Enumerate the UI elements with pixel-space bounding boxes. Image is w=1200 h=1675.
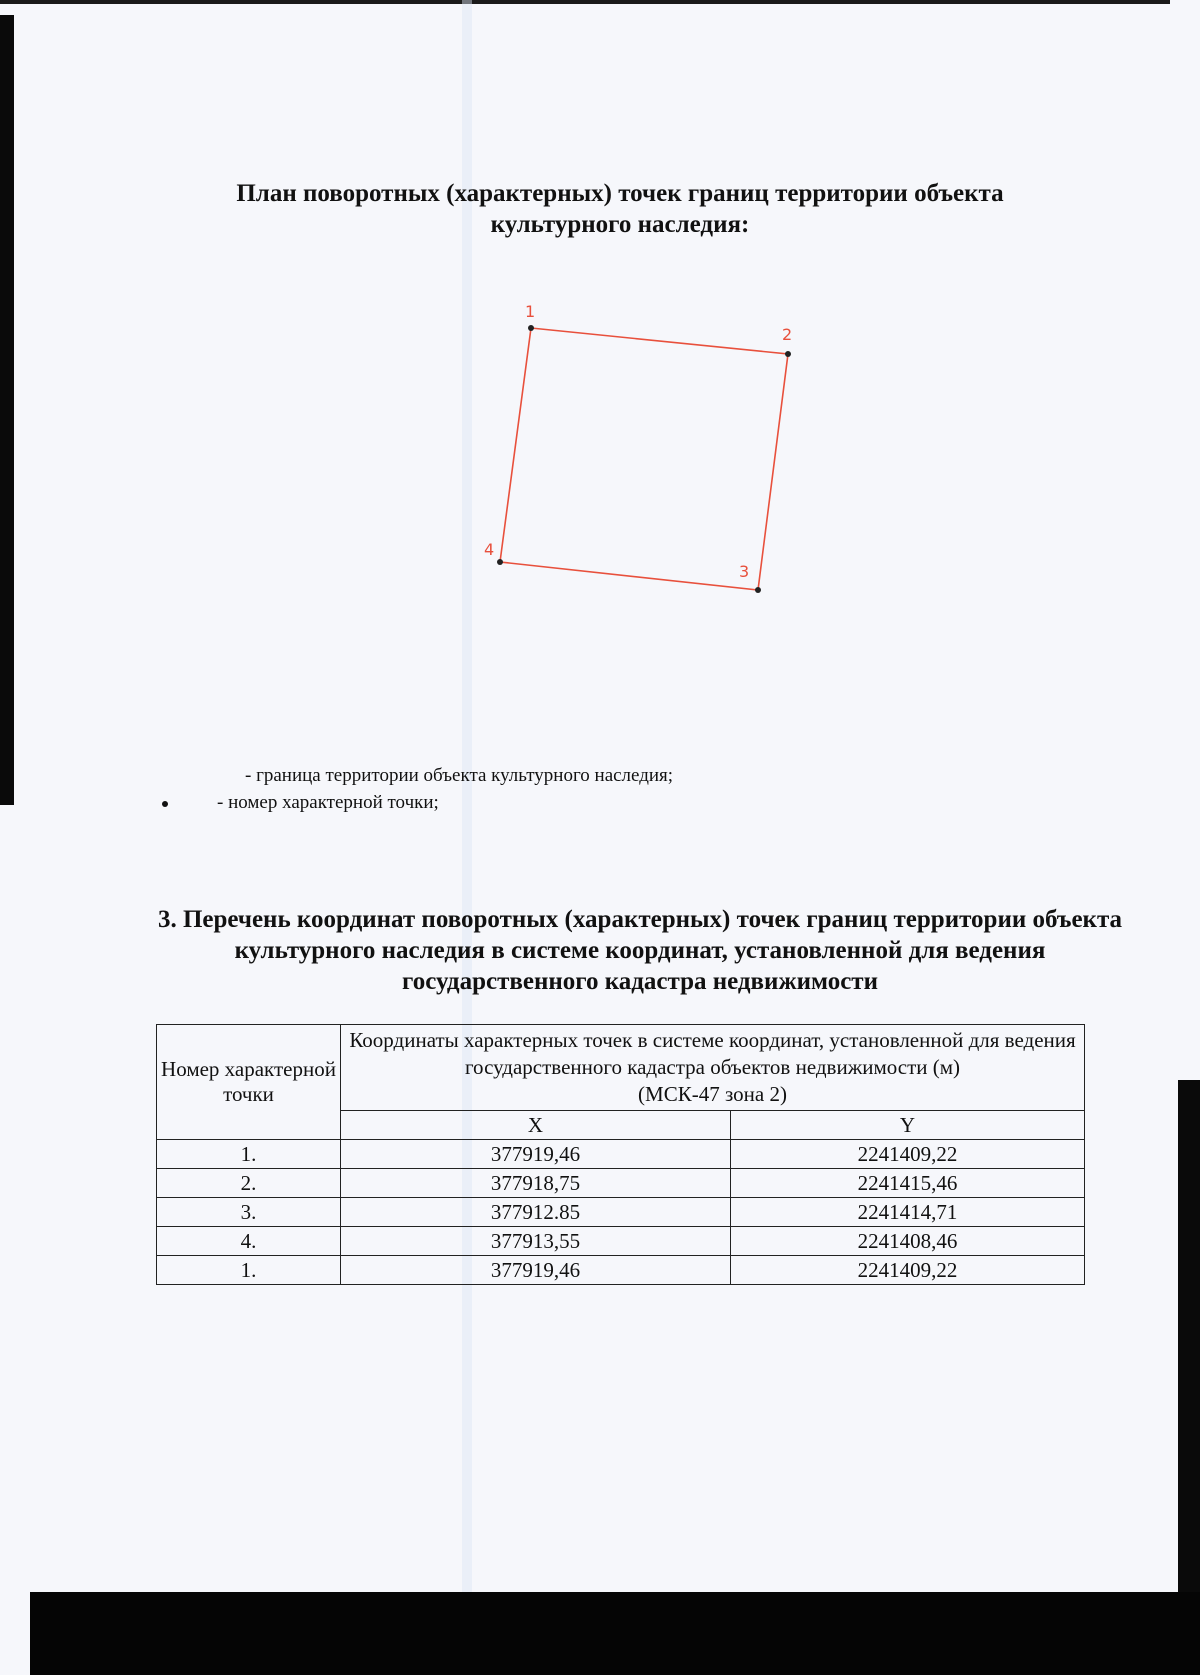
section-title: 3. Перечень координат поворотных (характерных) точек границ территории объекта культурного наследия в системе координат, установленной для ведения государственного кадастра недвижимости bbox=[157, 906, 1123, 995]
point-dot-icon bbox=[162, 801, 168, 807]
cell-point-number: 1. bbox=[157, 1140, 341, 1169]
cell-point-number: 3. bbox=[157, 1198, 341, 1227]
point-marker-2 bbox=[785, 351, 791, 357]
cell-x: 377918,75 bbox=[341, 1169, 731, 1198]
scan-border-right bbox=[1178, 1080, 1200, 1640]
point-label-2: 2 bbox=[782, 325, 793, 344]
scan-border-bottom bbox=[30, 1592, 1200, 1675]
cell-point-number: 4. bbox=[157, 1227, 341, 1256]
cell-y: 2241414,71 bbox=[731, 1198, 1085, 1227]
point-label-4: 4 bbox=[484, 540, 495, 559]
point-label-1: 1 bbox=[525, 302, 536, 321]
legend-boundary-text: - граница территории объекта культурного наследия; bbox=[245, 765, 674, 786]
legend-point-text: - номер характерной точки; bbox=[217, 792, 439, 813]
cell-point-number: 1. bbox=[157, 1256, 341, 1285]
cell-x: 377913,55 bbox=[341, 1227, 731, 1256]
boundary-plan bbox=[440, 290, 820, 620]
cell-y: 2241409,22 bbox=[731, 1140, 1085, 1169]
table-row bbox=[157, 1227, 1085, 1256]
table-row bbox=[157, 1198, 1085, 1227]
header-coordinates-zone: (МСК-47 зона 2) bbox=[638, 1082, 787, 1106]
table-row bbox=[157, 1140, 1085, 1169]
cell-x: 377919,46 bbox=[341, 1140, 731, 1169]
header-x: X bbox=[341, 1111, 731, 1140]
cell-x: 377912.85 bbox=[341, 1198, 731, 1227]
point-marker-4 bbox=[497, 559, 503, 565]
point-marker-3 bbox=[755, 587, 761, 593]
header-coordinates bbox=[341, 1025, 1085, 1111]
header-coordinates-text: Координаты характерных точек в системе координат, установленной для ведения государственного кадастра объектов недвижимости (м) bbox=[349, 1028, 1076, 1079]
boundary-polygon bbox=[500, 328, 788, 590]
cell-y: 2241408,46 bbox=[731, 1227, 1085, 1256]
cell-y: 2241409,22 bbox=[731, 1256, 1085, 1285]
scan-border-top bbox=[0, 0, 1170, 4]
table-row bbox=[157, 1256, 1085, 1285]
cell-point-number: 2. bbox=[157, 1169, 341, 1198]
plan-title: План поворотных (характерных) точек границ территории объекта культурного наследия: bbox=[236, 180, 1004, 238]
header-point-number: Номер характерной точки bbox=[157, 1025, 341, 1140]
header-y: Y bbox=[731, 1111, 1085, 1140]
point-label-3: 3 bbox=[739, 562, 750, 581]
table-row bbox=[157, 1169, 1085, 1198]
cell-x: 377919,46 bbox=[341, 1256, 731, 1285]
page-fold bbox=[462, 0, 472, 1600]
cell-y: 2241415,46 bbox=[731, 1169, 1085, 1198]
scan-border-left bbox=[0, 15, 14, 805]
coordinates-table bbox=[156, 1024, 1085, 1285]
point-marker-1 bbox=[528, 325, 534, 331]
